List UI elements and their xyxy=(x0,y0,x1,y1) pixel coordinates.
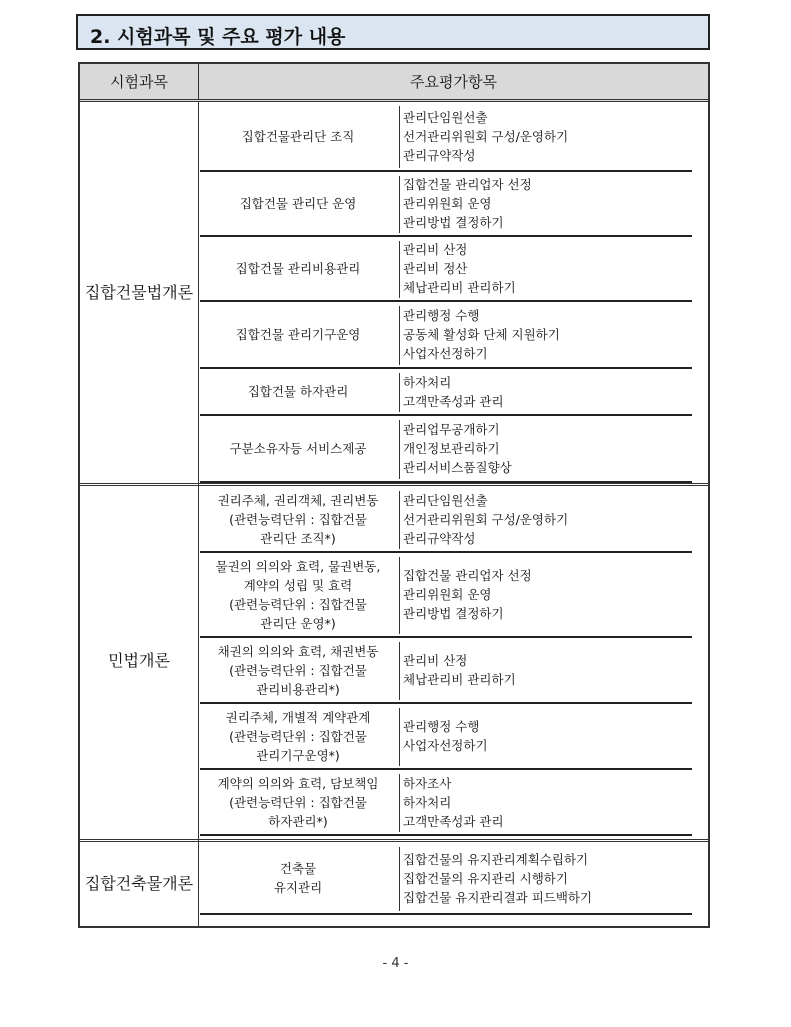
competency-area-line: 하자관리*) xyxy=(268,813,328,829)
competency-area xyxy=(200,638,396,702)
evaluation-item: 관리위원회 운영 xyxy=(403,196,492,211)
inner-column-divider xyxy=(399,847,400,911)
subject-cell xyxy=(80,486,198,836)
evaluation-item: 개인정보관리하기 xyxy=(403,441,500,456)
competency-area-line: 관리단 조직*) xyxy=(260,530,336,546)
subject-cell xyxy=(80,102,198,483)
evaluation-item: 고객만족성과 관리 xyxy=(403,393,504,409)
evaluation-item: 선거관리위원회 구성/운영하기 xyxy=(403,511,569,527)
competency-area-line: 집합건물 관리기구운영 xyxy=(235,327,361,342)
evaluation-item: 체납관리비 관리하기 xyxy=(403,280,516,295)
competency-area-line: (관련능력단위 : 집합건물 xyxy=(229,596,367,612)
inner-column-divider xyxy=(399,241,400,298)
section-title: 2. 시험과목 및 주요 평가 내용 xyxy=(90,26,346,48)
inner-column-divider xyxy=(399,106,400,168)
evaluation-item: 집합건물 관리업자 선정 xyxy=(403,177,532,192)
evaluation-items xyxy=(403,704,693,768)
evaluation-item: 고객만족성과 관리 xyxy=(403,813,504,829)
competency-area xyxy=(200,770,396,834)
evaluation-item: 관리단임원선출 xyxy=(403,109,488,125)
competency-area-line: 권리주체, 권리객체, 권리변동 xyxy=(217,492,379,508)
evaluation-item: 집합건물의 유지관리계획수립하기 xyxy=(403,851,589,867)
evaluation-item: 사업자선정하기 xyxy=(403,738,488,753)
evaluation-item: 하자처리 xyxy=(403,794,452,810)
inner-column-divider xyxy=(399,774,400,832)
competency-area xyxy=(200,843,396,913)
competency-area-text xyxy=(274,859,322,897)
competency-area-line: (관련능력단위 : 집합건물 xyxy=(229,511,367,527)
competency-area-line: 집합건물관리단 조직 xyxy=(241,128,355,144)
competency-area xyxy=(200,704,396,768)
subject-cell xyxy=(80,842,198,926)
competency-area-text xyxy=(218,642,379,699)
table-header xyxy=(80,64,708,102)
evaluation-item: 공동체 활성화 단체 지원하기 xyxy=(403,327,560,342)
evaluation-item: 하자처리 xyxy=(403,374,452,390)
evaluation-item: 관리비 정산 xyxy=(403,261,468,276)
competency-area xyxy=(200,102,396,170)
evaluation-item: 관리행정 수행 xyxy=(403,308,480,323)
inner-column-divider xyxy=(399,373,400,412)
evaluation-item: 관리서비스품질향상 xyxy=(403,460,512,475)
subject-line: 민법개론 xyxy=(108,651,170,670)
competency-area xyxy=(200,369,396,414)
subject-line: 개론 xyxy=(162,874,194,893)
evaluation-item: 관리위원회 운영 xyxy=(403,587,492,602)
evaluation-item: 관리규약작성 xyxy=(403,530,476,546)
competency-area-line: 권리주체, 개별적 계약관계 xyxy=(225,709,371,725)
competency-area-text xyxy=(226,708,371,765)
competency-area-line: 구분소유자등 서비스제공 xyxy=(229,441,367,456)
evaluation-item: 관리비 산정 xyxy=(403,653,468,668)
competency-area-text xyxy=(242,127,355,146)
competency-area xyxy=(200,553,396,636)
evaluation-table xyxy=(78,62,710,928)
competency-area-line: 건축물 xyxy=(279,861,317,876)
evaluation-item: 관리업무공개하기 xyxy=(403,422,500,437)
inner-column-divider xyxy=(399,642,400,700)
header-subject: 시험과목 xyxy=(80,64,199,99)
competency-area-text xyxy=(240,194,357,213)
subject-line: 집합건물법 xyxy=(84,282,163,302)
evaluation-item: 관리행정 수행 xyxy=(403,719,480,734)
inner-column-divider xyxy=(399,306,400,365)
evaluation-items xyxy=(403,487,693,551)
competency-area xyxy=(200,416,396,481)
inner-column-divider xyxy=(399,708,400,766)
evaluation-item: 사업자선정하기 xyxy=(403,346,488,361)
column-divider xyxy=(198,102,199,926)
competency-area-line: 계약의 성립 및 효력 xyxy=(243,577,353,593)
evaluation-items xyxy=(403,416,693,481)
competency-area xyxy=(200,172,396,235)
evaluation-item: 선거관리위원회 구성/운영하기 xyxy=(403,128,569,144)
competency-area-text xyxy=(236,325,361,344)
competency-area-text xyxy=(236,259,361,278)
evaluation-items xyxy=(403,369,693,414)
competency-area xyxy=(200,487,396,551)
evaluation-item: 관리규약작성 xyxy=(403,147,476,163)
inner-column-divider xyxy=(399,176,400,233)
row-divider xyxy=(200,913,692,915)
inner-column-divider xyxy=(399,557,400,634)
competency-area-line: (관련능력단위 : 집합건물 xyxy=(229,794,367,810)
competency-area-text xyxy=(218,491,379,548)
evaluation-item: 체납관리비 관리하기 xyxy=(403,672,516,687)
evaluation-item: 집합건물의 유지관리 시행하기 xyxy=(403,870,568,886)
competency-area-text xyxy=(216,557,381,633)
evaluation-items xyxy=(403,237,693,300)
competency-area-line: 집합건물 관리단 운영 xyxy=(239,196,357,211)
evaluation-item: 집합건물 관리업자 선정 xyxy=(403,568,532,583)
competency-area-line: 물권의 의의와 효력, 물권변동, xyxy=(215,558,381,574)
competency-area-line: 채권의 의의와 효력, 채권변동 xyxy=(217,643,379,659)
competency-area-text xyxy=(248,382,349,401)
inner-column-divider xyxy=(399,420,400,479)
competency-area-line: (관련능력단위 : 집합건물 xyxy=(229,728,367,744)
competency-area-line: 관리단 운영*) xyxy=(260,615,336,631)
page-number: - 4 - xyxy=(382,956,409,971)
header-items: 주요평가항목 xyxy=(410,73,497,91)
competency-area xyxy=(200,302,396,367)
evaluation-items xyxy=(403,302,693,367)
section-title-box xyxy=(76,14,710,50)
evaluation-item: 관리방법 결정하기 xyxy=(403,215,504,230)
competency-area-text xyxy=(230,439,367,458)
subject-line: 집합건축물 xyxy=(84,874,163,893)
evaluation-item: 관리비 산정 xyxy=(403,242,468,257)
evaluation-item: 관리단임원선출 xyxy=(403,492,488,508)
evaluation-items xyxy=(403,102,693,170)
evaluation-item: 하자조사 xyxy=(403,775,452,791)
evaluation-items xyxy=(403,553,693,636)
evaluation-item: 집합건물 유지관리결과 피드백하기 xyxy=(403,889,593,905)
evaluation-items xyxy=(403,172,693,235)
subject-line: 개론 xyxy=(162,282,194,302)
competency-area-line: 유지관리 xyxy=(273,880,323,895)
evaluation-items xyxy=(403,638,693,702)
evaluation-item: 관리방법 결정하기 xyxy=(403,606,504,621)
competency-area-line: 관리비용관리*) xyxy=(256,681,340,697)
inner-column-divider xyxy=(399,491,400,549)
evaluation-items xyxy=(403,843,693,913)
competency-area xyxy=(200,237,396,300)
evaluation-items xyxy=(403,770,693,834)
competency-area-line: 집합건물 하자관리 xyxy=(247,384,349,399)
competency-area-line: 집합건물 관리비용관리 xyxy=(235,261,361,276)
competency-area-line: 관리기구운영*) xyxy=(256,747,340,763)
competency-area-text xyxy=(218,774,379,831)
competency-area-line: 계약의 의의와 효력, 담보책임 xyxy=(217,775,379,791)
row-divider xyxy=(200,834,692,836)
competency-area-line: (관련능력단위 : 집합건물 xyxy=(229,662,367,678)
